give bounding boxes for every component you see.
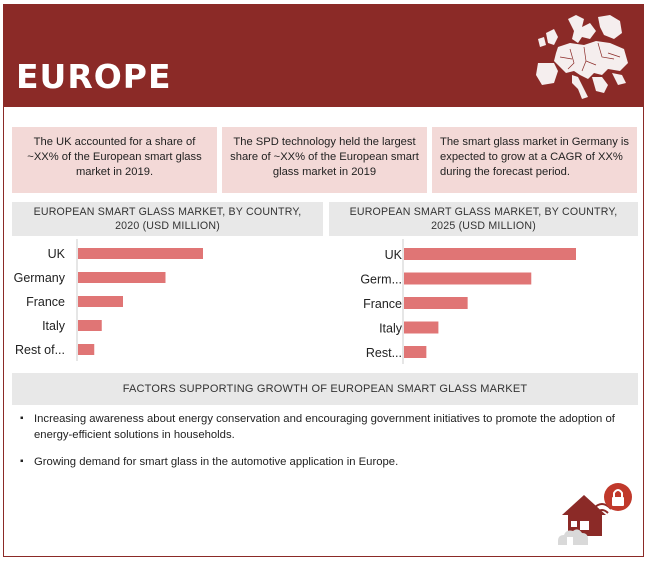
chart-2020-title-line2: 2020 (USD MILLION) [115, 220, 220, 232]
chart-2025-title [329, 202, 638, 236]
bar [78, 320, 102, 331]
bullet-icon: ▪ [20, 413, 24, 424]
region-title: EUROPE [16, 57, 172, 96]
bar [78, 248, 203, 259]
category-label: Rest of... [14, 343, 65, 357]
europe-map-icon [524, 13, 636, 103]
bar [404, 346, 426, 358]
category-label: Rest... [365, 346, 402, 360]
fact-uk-share: The UK accounted for a share of ~XX% of the European smart glass market in 2019. [12, 127, 217, 193]
bar [78, 296, 123, 307]
category-label: France [363, 297, 402, 311]
category-label: UK [47, 247, 65, 261]
category-label: Germany [13, 271, 65, 285]
factor-item [18, 411, 634, 443]
chart-2020-title-line1: EUROPEAN SMART GLASS MARKET, BY COUNTRY, [33, 206, 302, 218]
bar [78, 344, 94, 355]
category-label: Italy [379, 321, 402, 336]
fact-spd-share: The SPD technology held the largest share of ~XX% of the European smart glass market in 2019 [222, 127, 427, 193]
category-label: France [26, 295, 65, 309]
bullet-icon: ▪ [20, 456, 24, 467]
category-label: Germ... [360, 272, 402, 287]
factor-item [18, 454, 634, 470]
header-banner [4, 5, 643, 107]
factor-text: Increasing awareness about energy conservation and encouraging government initiatives to promote the adoption of energy-efficient solutions in households. [34, 413, 615, 441]
bar [404, 248, 576, 260]
chart-2025-title-line2: 2025 (USD MILLION) [431, 220, 536, 232]
bar [404, 322, 438, 334]
infographic-frame [3, 4, 644, 557]
chart-2020 [8, 237, 326, 365]
category-label: Italy [42, 319, 65, 333]
category-label: UK [384, 248, 402, 262]
factor-text: Growing demand for smart glass in the automotive application in Europe. [34, 456, 399, 468]
fact-germany-cagr: The smart glass market in Germany is expected to grow at a CAGR of XX% during the forecast period. [432, 127, 637, 193]
bar [404, 297, 468, 309]
chart-2020-title [12, 202, 323, 236]
factors-title: FACTORS SUPPORTING GROWTH OF EUROPEAN SMART GLASS MARKET [12, 373, 638, 405]
bar [78, 272, 166, 283]
bar [404, 273, 531, 285]
chart-2025 [326, 237, 638, 365]
factors-list [18, 411, 634, 481]
chart-2025-title-line1: EUROPEAN SMART GLASS MARKET, BY COUNTRY, [349, 206, 618, 218]
smart-home-lock-icon [540, 481, 640, 555]
